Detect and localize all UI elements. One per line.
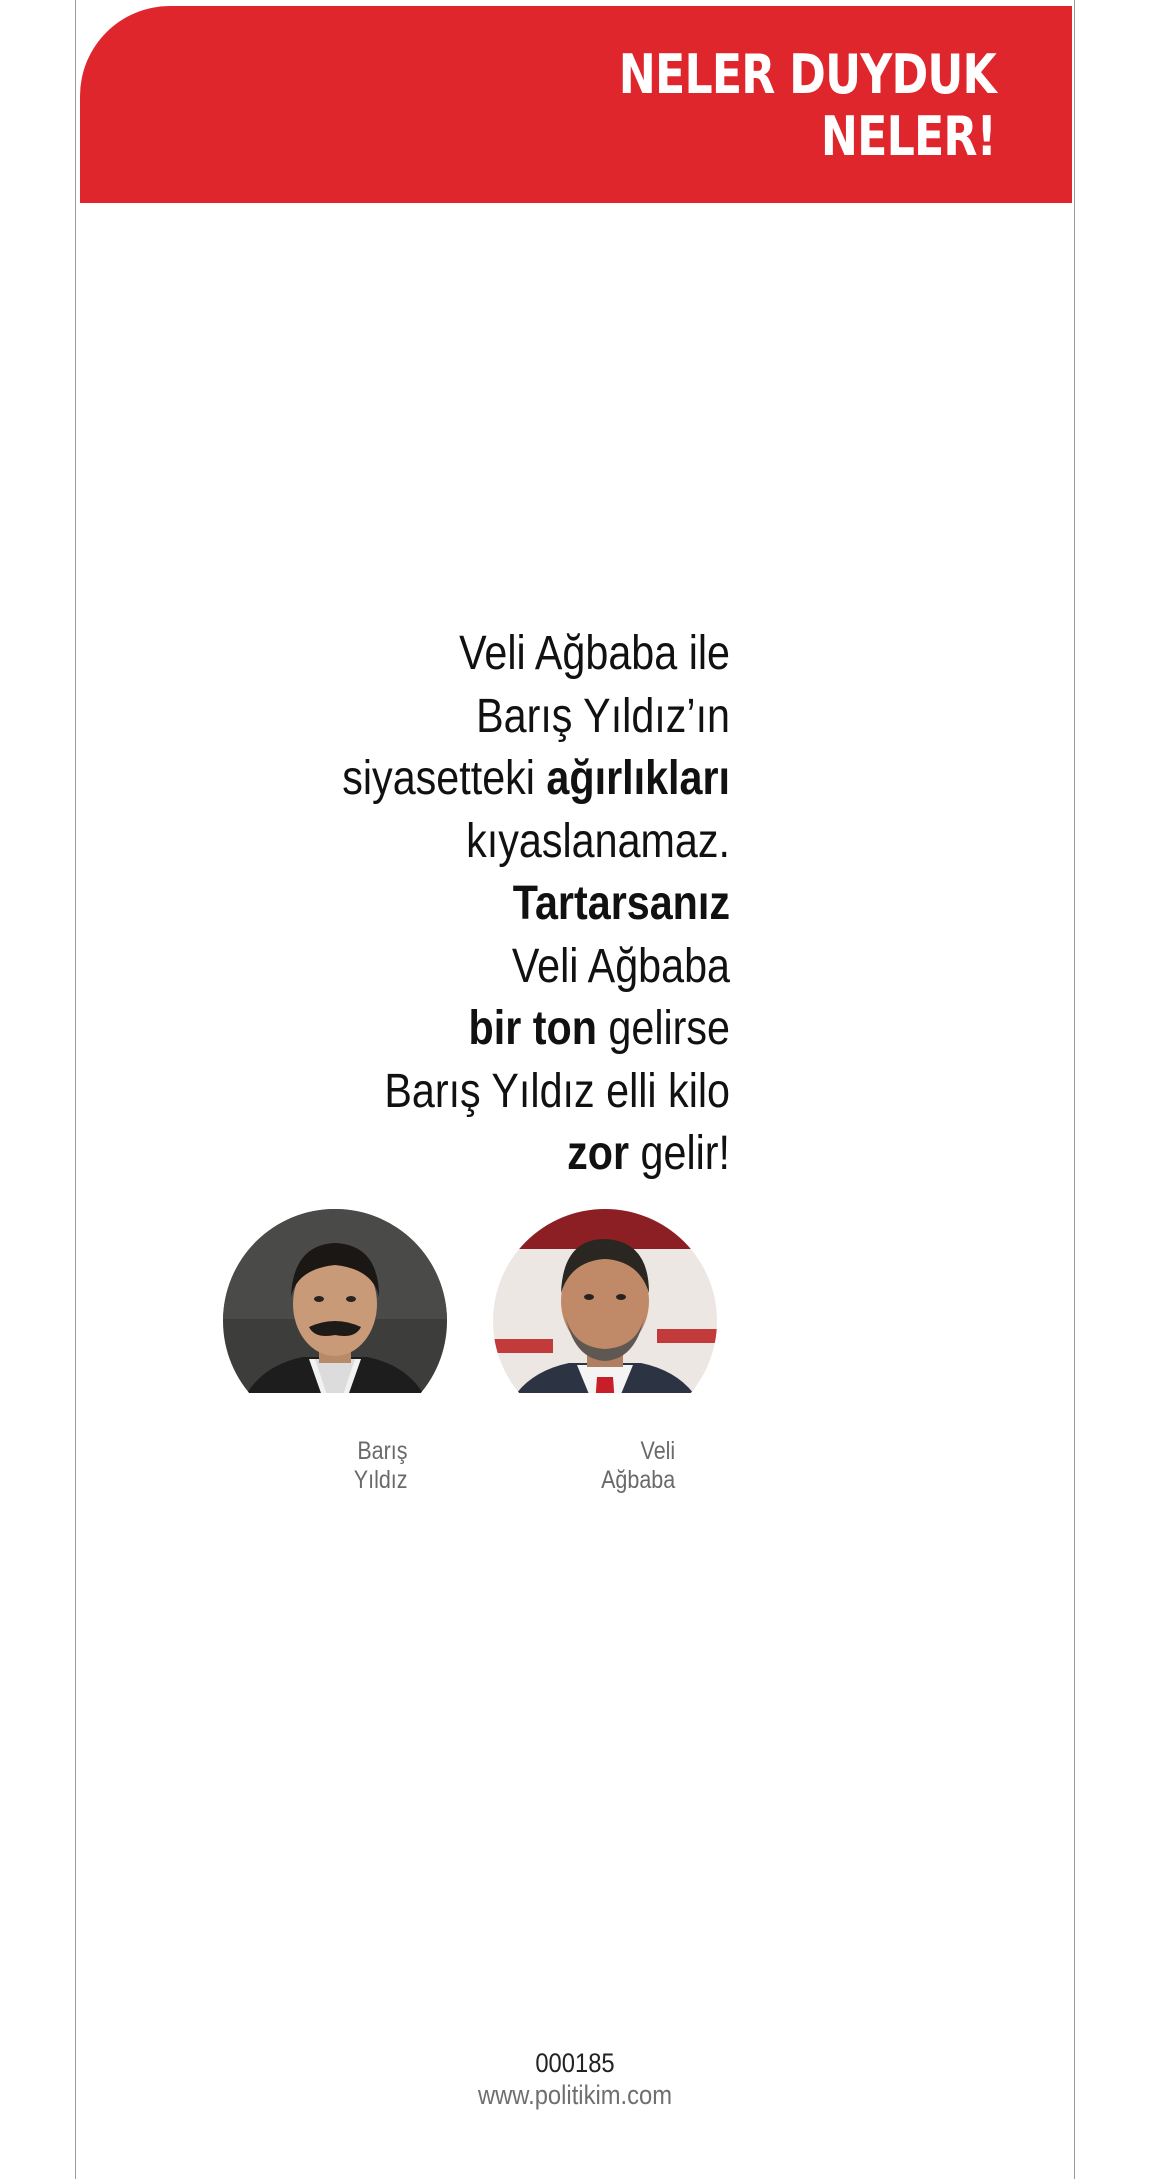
header-banner (80, 6, 1072, 203)
caption-baris-yildiz (354, 1437, 408, 1495)
footer-code: 000185 (535, 2048, 615, 2078)
quote-run: gelir! (629, 1127, 730, 1180)
quote-line (283, 623, 730, 686)
quote-line (283, 873, 730, 936)
quote-emphasis: bir ton (468, 1002, 597, 1055)
quote-run: siyasetteki (342, 752, 547, 805)
quote-emphasis: ağırlıkları (546, 752, 730, 805)
quote-line (283, 1061, 730, 1124)
quote-run: Veli Ağbaba ile (459, 627, 730, 680)
footer (75, 2047, 1075, 2111)
caption-first-name: Barış (357, 1437, 408, 1465)
quote-line (283, 936, 730, 999)
header-title (619, 44, 996, 168)
quote-line (283, 686, 730, 749)
quote-run: Veli Ağbaba (511, 939, 730, 993)
caption-last-name: Yıldız (354, 1466, 408, 1494)
header-title-line-1: NELER DUYDUK (618, 43, 996, 106)
caption-veli-agbaba (601, 1437, 675, 1495)
quote-line (283, 748, 730, 811)
caption-last-name: Ağbaba (600, 1466, 675, 1494)
quote-run: Barış Yıldız’ın (476, 689, 730, 743)
quote-text (283, 623, 730, 1186)
quote-emphasis: Tartarsanız (512, 877, 730, 930)
quote-line (283, 998, 730, 1061)
quote-run: kıyaslanamaz. (466, 814, 730, 868)
quote-run: gelirse (596, 1002, 730, 1055)
caption-first-name: Veli (640, 1437, 675, 1465)
footer-url: www.politikim.com (477, 2080, 673, 2110)
quote-line (283, 1123, 730, 1186)
quote-emphasis: zor (567, 1127, 630, 1180)
header-title-line-2: NELER! (820, 105, 996, 168)
quote-run: Barış Yıldız elli kilo (384, 1064, 730, 1118)
quote-line (283, 811, 730, 874)
